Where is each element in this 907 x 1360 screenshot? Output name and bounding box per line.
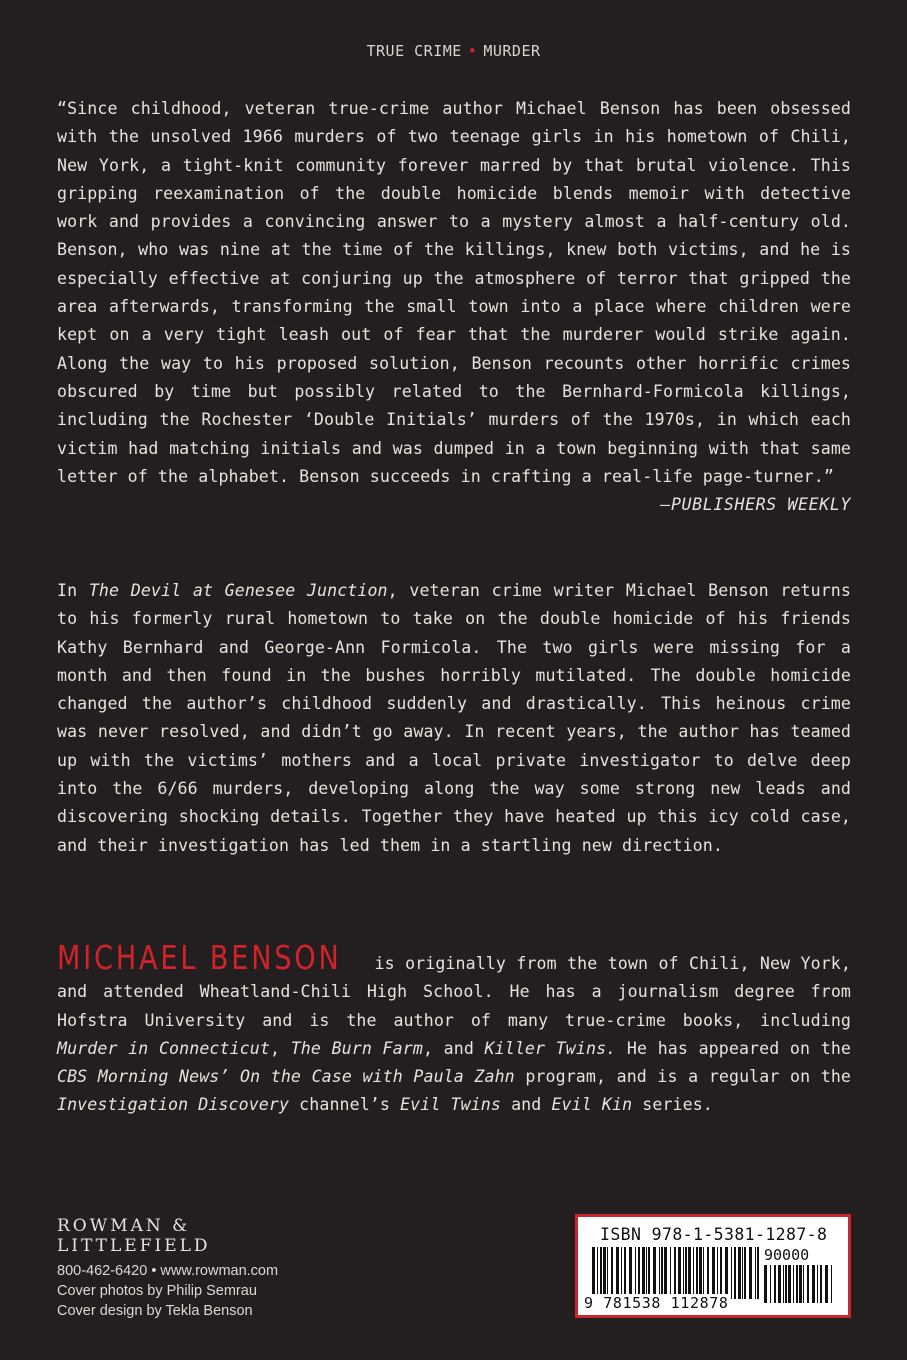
addon-barcode-bars	[764, 1265, 834, 1303]
description-text: , veteran crime writer Michael Benson returns to his formerly rural hometown to take on the double homicide of his friends Kathy Bernhard and George-Ann Formicola. The two girls were missing for a month and then found in the bushes horribly mutilated. The double homicide changed the author’s childhood suddenly and drastically. This heinous crime was never resolved, and didn’t go away. In recent years, the author has teamed up with the victims’ mothers and a local private investigator to delve deep into the 6/66 murders, developing along the way some strong new leads and discovering shocking details. Together they have heated up this icy cold case, and their investigation has led them in a startling new direction.	[57, 581, 851, 855]
bio-book-title: The Burn Farm	[290, 1038, 423, 1058]
bio-show-title: CBS Morning News’ On the Case with Paula Zahn	[57, 1067, 515, 1087]
book-title: The Devil at Genesee Junction	[88, 581, 388, 600]
publisher-name-line2: LITTLEFIELD	[57, 1236, 211, 1256]
bio-text: He has appeared on the	[616, 1038, 851, 1058]
book-description	[57, 577, 851, 860]
publisher-name-line1: ROWMAN &	[57, 1216, 191, 1236]
bio-text: series.	[632, 1095, 713, 1115]
genre-murder: MURDER	[483, 42, 541, 60]
genre-separator-dot: •	[467, 42, 478, 60]
price-code: 90000	[764, 1246, 810, 1264]
cover-design-credit: Cover design by Tekla Benson	[57, 1303, 253, 1319]
barcode-digits: 9 781538 112878	[584, 1294, 729, 1312]
publisher-logo	[57, 1216, 211, 1256]
bio-book-title: Killer Twins.	[484, 1038, 617, 1058]
cover-photo-credit: Cover photos by Philip Semrau	[57, 1283, 257, 1299]
author-bio	[57, 938, 852, 1120]
bio-text: ,	[269, 1038, 291, 1058]
bio-show-title: Evil Kin	[551, 1095, 633, 1115]
bio-show-title: Investigation Discovery	[57, 1095, 290, 1115]
bio-show-title: Evil Twins	[400, 1095, 501, 1115]
isbn-barcode	[575, 1214, 851, 1318]
bio-text: , and	[422, 1038, 485, 1058]
review-attribution: –PUBLISHERS WEEKLY	[660, 495, 851, 515]
review-quote	[57, 95, 851, 519]
bio-text: program, and is a regular on the	[514, 1067, 852, 1087]
publisher-info	[57, 1261, 278, 1321]
genre-true-crime: TRUE CRIME	[366, 42, 462, 60]
isbn-number: ISBN 978-1-5381-1287-8	[600, 1225, 828, 1244]
bio-text: and	[500, 1095, 552, 1115]
ean-barcode-bars	[592, 1247, 760, 1299]
genre-label	[0, 42, 907, 60]
bio-text: is originally from the town of Chili, New York, and attended Wheatland-Chili High School. He has a journalism degree from Hofstra University and is the author of many true-crime books, including	[57, 954, 851, 1030]
review-text: “Since childhood, veteran true-crime author Michael Benson has been obsessed with the unsolved 1966 murders of two teenage girls in his hometown of Chili, New York, a tight-knit community forever marred by that brutal violence. This gripping reexamination of the double homicide blends memoir with detective work and provides a convincing answer to a mystery almost a half-century old. Benson, who was nine at the time of the killings, knew both victims, and he is especially effective at conjuring up the atmosphere of terror that gripped the area afterwards, transforming the small town into a place where children were kept on a very tight leash out of fear that the murderer would strike again. Along the way to his proposed solution, Benson recounts other horrific crimes obscured by time but possibly related to the Bernhard-Formicola killings, including the Rochester ‘Double Initials’ murders of the 1970s, in which each victim had matching initials and was dumped in a town beginning with that same letter of the alphabet. Benson succeeds in crafting a real-life page-turner.”	[57, 99, 851, 486]
author-name: MICHAEL BENSON	[57, 938, 342, 977]
bio-text: channel’s	[289, 1095, 401, 1115]
description-intro: In	[57, 581, 89, 600]
publisher-contact: 800-462-6420 • www.rowman.com	[57, 1263, 279, 1279]
bio-book-title: Murder in Connecticut	[57, 1038, 270, 1058]
